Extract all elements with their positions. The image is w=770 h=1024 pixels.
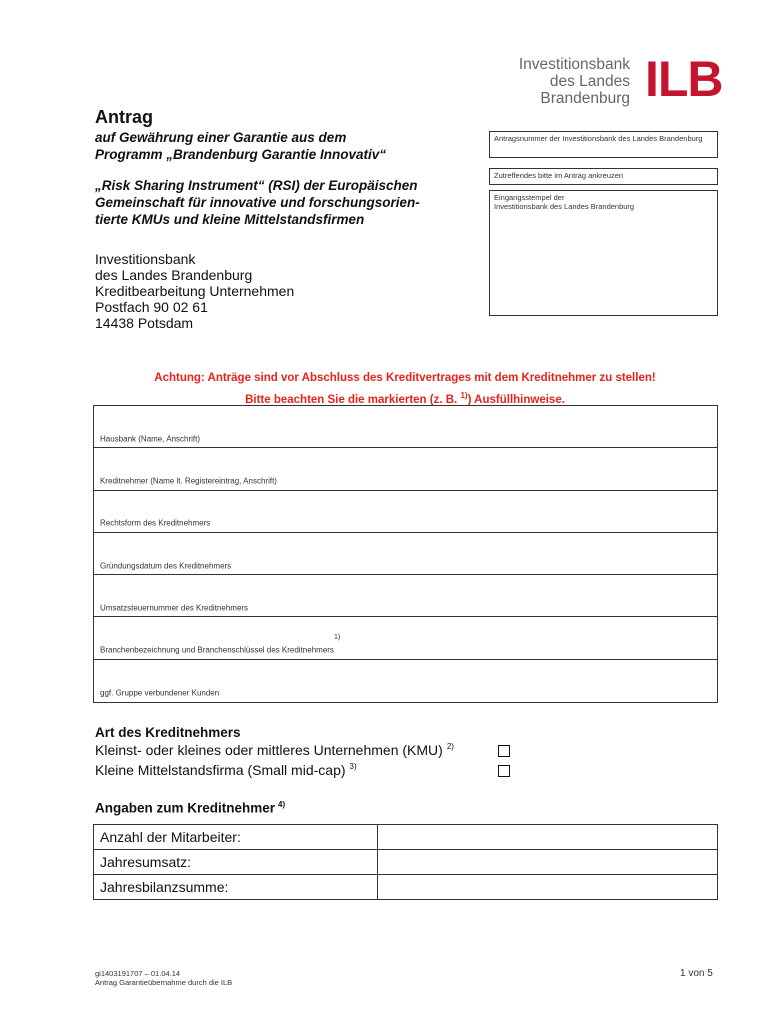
angaben-label-jahresbilanzsumme: Jahresbilanzsumme: <box>94 875 378 900</box>
form-label-text: Umsatzsteuernummer des Kreditnehmers <box>100 603 249 613</box>
form-label <box>100 634 341 655</box>
logo-line-1: Investitionsbank <box>518 56 630 73</box>
eingangsstempel-label-2: Investitionsbank des Landes Brandenburg <box>494 202 635 211</box>
rsi-heading <box>95 177 475 228</box>
option-midcap-text: Kleine Mittelstandsfirma (Small mid-cap) <box>95 762 346 778</box>
kmu-checkbox[interactable] <box>498 745 510 757</box>
form-label <box>100 433 200 444</box>
angaben-label-mitarbeiter: Anzahl der Mitarbeiter: <box>94 825 378 850</box>
eingangsstempel-box <box>489 190 718 316</box>
warning-line-2-text: Bitte beachten Sie die markierten (z. B. <box>245 393 458 406</box>
form-row-branche[interactable] <box>94 617 717 659</box>
form-row-kreditnehmer[interactable] <box>94 448 717 490</box>
applicant-form <box>93 405 718 703</box>
logo-text <box>519 56 630 107</box>
form-label <box>100 560 231 571</box>
angaben-label-jahresumsatz: Jahresumsatz: <box>94 850 378 875</box>
address-line-3: Kreditbearbeitung Unternehmen <box>95 283 295 299</box>
option-kmu-label <box>95 742 454 758</box>
footer-code: gi1403191707 – 01.04.14 <box>95 969 181 978</box>
address-line-1: Investitionsbank <box>95 251 196 267</box>
angaben-heading <box>95 800 285 816</box>
zutreffendes-label: Zutreffendes bitte im Antrag ankreuzen <box>494 171 624 180</box>
form-row-hausbank[interactable] <box>94 406 717 448</box>
form-row-umsatzsteuernummer[interactable] <box>94 575 717 617</box>
form-label <box>100 475 277 486</box>
table-row <box>94 875 718 900</box>
form-label-text: ggf. Gruppe verbundener Kunden <box>100 689 220 699</box>
rsi-line-1: „Risk Sharing Instrument“ (RSI) der Europäischen <box>95 178 418 193</box>
angaben-heading-sup: 4) <box>278 800 286 809</box>
form-row-rechtsform[interactable] <box>94 491 717 533</box>
table-row <box>94 850 718 875</box>
angaben-table <box>93 824 718 900</box>
table-row <box>94 825 718 850</box>
form-label-text: Rechtsform des Kreditnehmers <box>100 518 211 528</box>
form-label-sup: 1) <box>333 634 341 642</box>
antragsnummer-field[interactable] <box>489 131 718 158</box>
form-label <box>100 687 219 698</box>
art-heading: Art des Kreditnehmers <box>95 725 241 740</box>
option-midcap-sup: 3) <box>349 762 357 772</box>
rsi-line-3: tierte KMUs und kleine Mittelstandsfirmen <box>95 212 365 227</box>
antragsnummer-label: Antragsnummer der Investitionsbank des Landes Brandenburg <box>494 134 703 143</box>
angaben-heading-text: Angaben zum Kreditnehmer <box>95 800 276 816</box>
form-label-text: Branchenbezeichnung und Branchenschlüssel des Kreditnehmers <box>100 645 334 655</box>
form-label-text: Kreditnehmer (Name lt. Registereintrag, Anschrift) <box>100 476 277 486</box>
page-title: Antrag <box>95 107 153 127</box>
program-subtitle <box>95 129 475 163</box>
warning-line-1: Achtung: Anträge sind vor Abschluss des Kreditvertrages mit dem Kreditnehmer zu stellen! <box>154 372 656 384</box>
angaben-input-mitarbeiter[interactable] <box>378 825 718 850</box>
option-midcap-label <box>95 762 357 778</box>
warning-footnote-ref: 1) <box>460 391 468 400</box>
form-row-gruppe[interactable] <box>94 660 717 702</box>
option-kmu-sup: 2) <box>446 742 454 752</box>
address-line-5: 14438 Potsdam <box>95 315 194 331</box>
eingangsstempel-label-1: Eingangsstempel der <box>494 193 565 202</box>
form-label-text: Gründungsdatum des Kreditnehmers <box>100 561 232 571</box>
warning-notice <box>95 370 715 409</box>
zutreffendes-note <box>489 168 718 185</box>
page-number: 1 von 5 <box>680 968 713 979</box>
angaben-input-jahresbilanzsumme[interactable] <box>378 875 718 900</box>
form-label <box>100 602 248 613</box>
option-kmu-text: Kleinst- oder kleines oder mittleres Unternehmen (KMU) <box>95 742 443 758</box>
angaben-input-jahresumsatz[interactable] <box>378 850 718 875</box>
midcap-checkbox[interactable] <box>498 765 510 777</box>
form-label <box>100 517 210 528</box>
ilb-logo: ILB <box>645 51 723 107</box>
subtitle-line-1: auf Gewährung einer Garantie aus dem <box>95 130 347 145</box>
address-line-4: Postfach 90 02 61 <box>95 299 208 315</box>
logo-line-3: Brandenburg <box>540 90 630 107</box>
rsi-line-2: Gemeinschaft für innovative und forschungsorien- <box>95 195 420 210</box>
warning-line-2-end: ) Ausfüllhinweise. <box>467 393 565 406</box>
logo-line-2: des Landes <box>549 73 630 90</box>
subtitle-line-2: Programm „Brandenburg Garantie Innovativ“ <box>95 147 387 162</box>
address-line-2: des Landes Brandenburg <box>95 267 253 283</box>
recipient-address <box>95 251 294 331</box>
footer-doc-info <box>95 969 232 987</box>
footer-doc-title: Antrag Garantieübernahme durch die ILB <box>95 978 233 987</box>
form-label-text: Hausbank (Name, Anschrift) <box>100 434 201 444</box>
form-row-gruendungsdatum[interactable] <box>94 533 717 575</box>
